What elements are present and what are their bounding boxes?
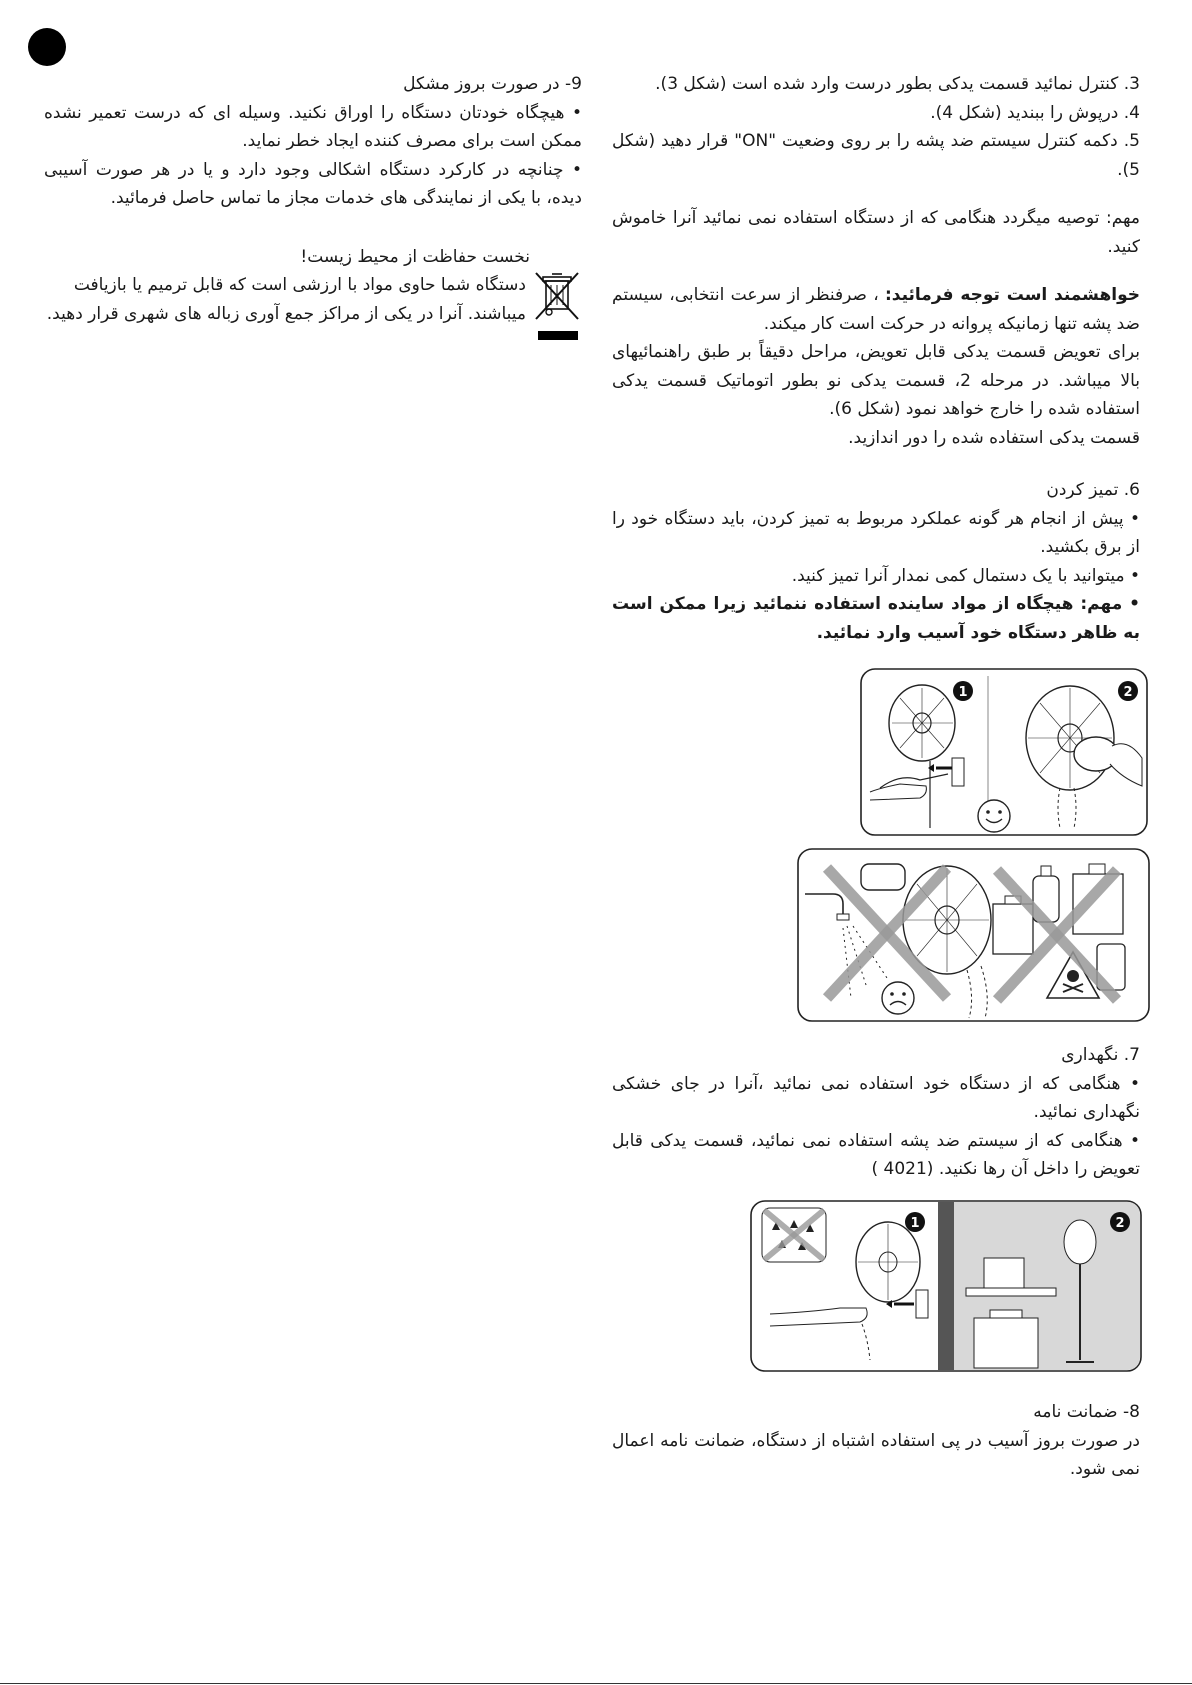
environment-block [44, 271, 582, 357]
storage-section [612, 1041, 1140, 1184]
attention-text: ، صرفنظر از سرعت انتخابی، سیستم ضد پشه تنها زمانیکه پروانه در حرکت است کار میکند. [612, 285, 1140, 334]
left-column [44, 70, 582, 357]
section-7-bullet-2: • هنگامی که از سیستم ضد پشه استفاده نمی نمائید، قسمت یدکی قابل تعویض را داخل آن رها نکنید. (4021 ) [612, 1130, 1140, 1179]
section-7-title: 7. نگهداری [1061, 1045, 1140, 1065]
figure-storage [750, 1200, 1142, 1372]
discard-instruction: قسمت یدکی استفاده شده را دور اندازید. [848, 427, 1140, 448]
storage-badge-2: 2 [1115, 1216, 1125, 1231]
figure-badge-1: 1 [958, 685, 968, 700]
section-6-title: 6. تمیز کردن [1046, 480, 1140, 500]
section-9-bullet-2: • چنانچه در کارکرد دستگاه اشکالی وجود دارد و یا در هر صورت آسیبی دیده، با یکی از نمایندگی های خدمات مجاز ما تماس حاصل فرمائید. [44, 159, 582, 208]
step-5: 5. دکمه کنترل سیستم ضد پشه را بر روی وضعیت "ON" قرار دهید (شکل 5). [612, 131, 1140, 180]
smiley-face-icon [978, 800, 1010, 832]
figure-badge-2: 2 [1123, 685, 1133, 700]
weee-bin-icon [530, 271, 582, 357]
important-off-note: مهم: توصیه میگردد هنگامی که از دستگاه استفاده نمی نمائید آنرا خاموش کنید. [612, 208, 1140, 257]
attention-label: خواهشمند است توجه فرمائید: [884, 285, 1141, 305]
section-6-bullet-1: • پیش از انجام هر گونه عملکرد مربوط به تمیز کردن، باید دستگاه خود را از برق بکشید. [612, 508, 1140, 557]
environment-text: دستگاه شما حاوی مواد با ارزشی است که قابل ترمیم یا بازیافت میباشند. آنرا در یکی از مراکز جمع آوری زباله های شهری قرار دهید. [46, 275, 526, 324]
footer-rule [0, 1683, 1192, 1684]
section-8-title: 8- ضمانت نامه [1033, 1402, 1140, 1422]
page-marker-dot [28, 28, 66, 66]
no-moisture-icon [762, 1208, 826, 1262]
warranty-section [612, 1398, 1140, 1484]
section-7-bullet-1: • هنگامی که از دستگاه خود استفاده نمی نمائید ،آنرا در جای خشکی نگهداری نمائید. [612, 1073, 1140, 1122]
section-8-text: در صورت بروز آسیب در پی استفاده اشتباه از دستگاه، ضمانت نامه اعمال نمی شود. [612, 1430, 1140, 1479]
attention-note [612, 281, 1140, 338]
sponge-icon [861, 864, 905, 890]
section-6-bullet-3: • مهم: هیچگاه از مواد ساینده استفاده ننمائید زیرا ممکن است به ظاهر دستگاه خود آسیب وارد نمائید. [612, 594, 1140, 643]
figure-cleaning-correct [860, 668, 1148, 836]
sad-face-icon [882, 982, 914, 1014]
section-6-bullet-2: • میتوانید با یک دستمال کمی نمدار آنرا تمیز کنید. [791, 565, 1140, 586]
step-3: 3. کنترل نمائید قسمت یدکی بطور درست وارد شده است (شکل 3). [655, 74, 1140, 94]
figure-cleaning-prohibited [797, 848, 1150, 1022]
environment-title: نخست حفاظت از محیط زیست! [300, 246, 530, 267]
step-4: 4. درپوش را ببندید (شکل 4). [930, 102, 1140, 123]
replace-instructions: برای تعویض قسمت یدکی قابل تعویض، مراحل دقیقاً بر طبق راهنمائیهای بالا میباشد. در مرحله 2، قسمت یدکی نو بطور اتوماتیک قسمت یدکی استفاده شده را خارج خواهد نمود (شکل 6). [612, 342, 1140, 419]
section-9-bullet-1: • هیچگاه خودتان دستگاه را اوراق نکنید. وسیله ای که درست تعمیر نشده ممکن است برای مصرف کننده ایجاد خطر نماید. [44, 102, 582, 151]
right-column [612, 70, 1140, 647]
section-9-title: 9- در صورت بروز مشکل [403, 74, 582, 94]
storage-badge-1: 1 [910, 1216, 920, 1231]
